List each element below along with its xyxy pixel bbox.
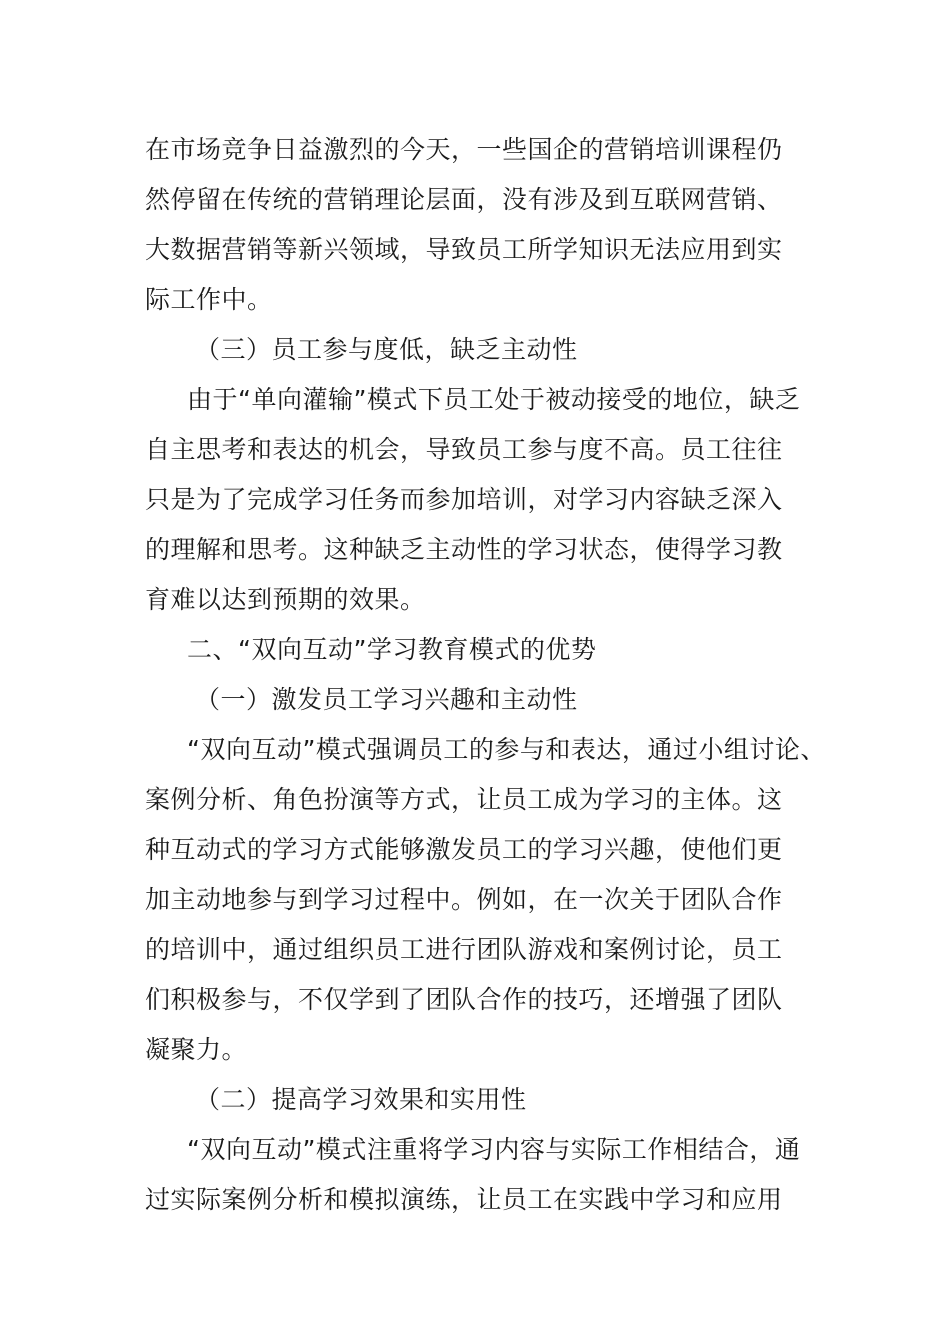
paragraph-line: 种互动式的学习方式能够激发员工的学习兴趣，使他们更 [145,835,783,864]
paragraph-line: 凝聚力。 [145,1035,248,1064]
paragraph-line: 加主动地参与到学习过程中。例如，在一次关于团队合作 [145,885,783,914]
section-heading-1: （一）激发员工学习兴趣和主动性 [195,685,578,714]
paragraph-line: 们积极参与，不仅学到了团队合作的技巧，还增强了团队 [145,985,783,1014]
paragraph-line: 大数据营销等新兴领域，导致员工所学知识无法应用到实 [145,235,783,264]
paragraph-line: 过实际案例分析和模拟演练，让员工在实践中学习和应用 [145,1185,783,1214]
paragraph-line: 只是为了完成学习任务而参加培训，对学习内容缺乏深入 [145,485,783,514]
paragraph-line: 在市场竞争日益激烈的今天，一些国企的营销培训课程仍 [145,135,783,164]
section-heading-2: （二）提高学习效果和实用性 [195,1085,527,1114]
section-heading-3: （三）员工参与度低，缺乏主动性 [195,335,578,364]
paragraph-line: “双向互动”模式强调员工的参与和表达，通过小组讨论、 [187,735,826,764]
paragraph-line: 的理解和思考。这种缺乏主动性的学习状态，使得学习教 [145,535,783,564]
paragraph-line: 际工作中。 [145,285,273,314]
paragraph-line: 然停留在传统的营销理论层面，没有涉及到互联网营销、 [145,185,783,214]
paragraph-line: “双向互动”模式注重将学习内容与实际工作相结合，通 [187,1135,801,1164]
chapter-heading-2: 二、“双向互动”学习教育模式的优势 [187,635,597,664]
paragraph-line: 案例分析、角色扮演等方式，让员工成为学习的主体。这 [145,785,783,814]
paragraph-line: 由于“单向灌输”模式下员工处于被动接受的地位，缺乏 [187,385,801,414]
paragraph-line: 自主思考和表达的机会，导致员工参与度不高。员工往往 [145,435,783,464]
paragraph-line: 育难以达到预期的效果。 [145,585,426,614]
paragraph-line: 的培训中，通过组织员工进行团队游戏和案例讨论，员工 [145,935,783,964]
